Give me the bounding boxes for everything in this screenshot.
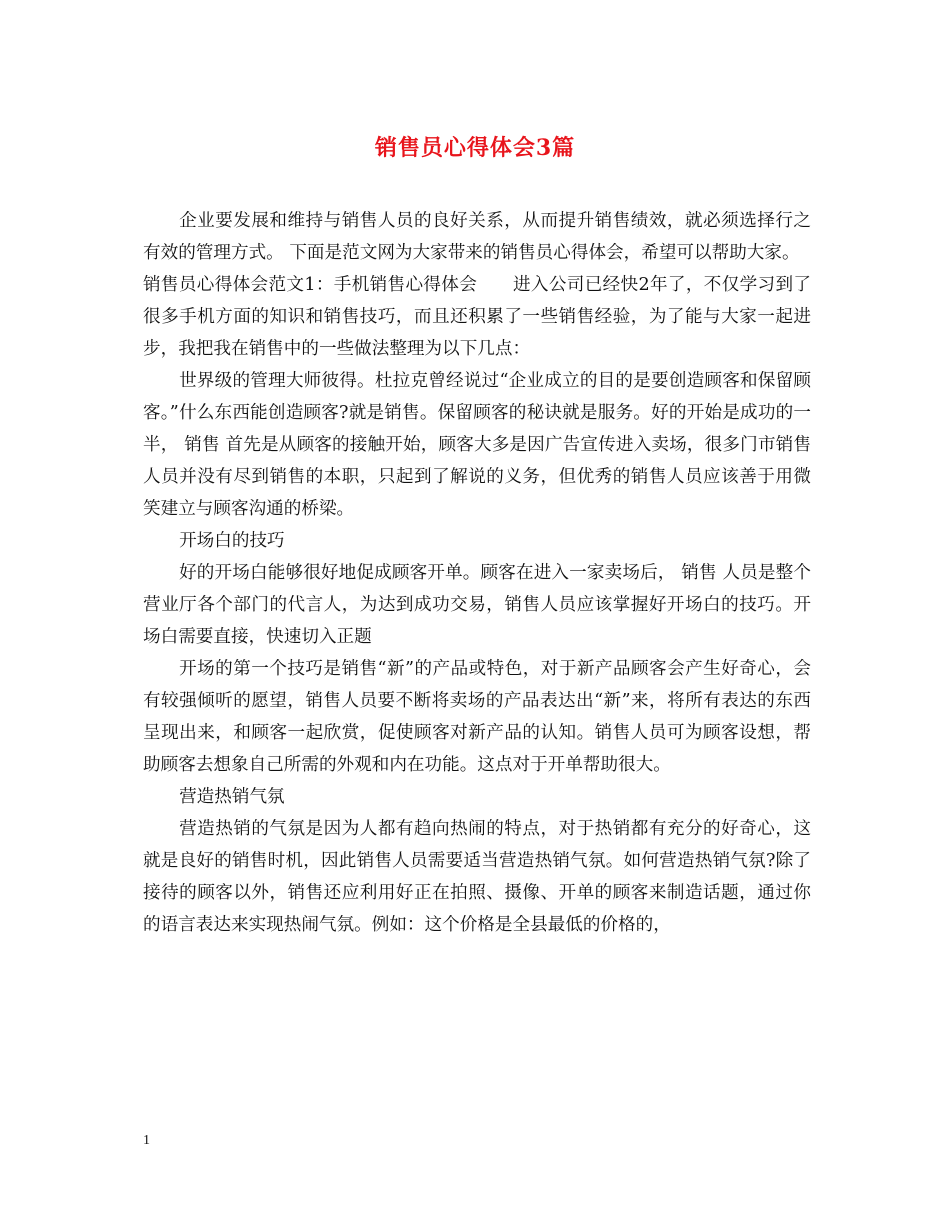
document-title: 销售员心得体会3篇 <box>374 135 576 161</box>
section-heading-opening: 开场白的技巧 <box>179 531 285 551</box>
paragraph-drucker-quote: 世界级的管理大师彼得。杜拉克曾经说过“企业成立的目的是要创造顾客和保留顾客。”什么东西能创造顾客?就是销售。保留顾客的秘诀就是服务。好的开始是成功的一半， 销售 首先是从顾客的接触开始，顾客大多是因广告宣传进入卖场，很多门市销售人员并没有尽到销售的本职，只起到了解说的义务，但优秀的销售人员应该善于用微笑建立与顾客沟通的桥梁。 <box>143 371 811 519</box>
section-heading-atmosphere: 营造热销气氛 <box>179 787 285 807</box>
paragraph-new-products: 开场的第一个技巧是销售“新”的产品或特色，对于新产品顾客会产生好奇心，会有较强倾听的愿望，销售人员要不断将卖场的产品表达出“新”来，将所有表达的东西呈现出来，和顾客一起欣赏，促使顾客对新产品的认知。销售人员可为顾客设想，帮助顾客去想象自己所需的外观和内在功能。这点对于开单帮助很大。 <box>143 659 811 775</box>
page-number: 1 <box>143 1133 150 1148</box>
paragraph-intro: 企业要发展和维持与销售人员的良好关系，从而提升销售绩效，就必须选择行之有效的管理方式。 下面是范文网为大家带来的销售员心得体会，希望可以帮助大家。 <box>143 211 811 263</box>
paragraph-opening-skills: 好的开场白能够很好地促成顾客开单。顾客在进入一家卖场后， 销售 人员是整个营业厅各个部门的代言人，为达到成功交易，销售人员应该掌握好开场白的技巧。开场白需要直接，快速切入正题 <box>143 563 811 647</box>
paragraph-atmosphere: 营造热销的气氛是因为人都有趋向热闹的特点，对于热销都有充分的好奇心，这就是良好的销售时机，因此销售人员需要适当营造热销气氛。如何营造热销气氛?除了接待的顾客以外，销售还应利用好正在拍照、摄像、开单的顾客来制造话题，通过你的语言表达来实现热闹气氛。例如：这个价格是全县最低的价格的， <box>143 819 811 935</box>
document-body <box>143 205 811 941</box>
paragraph-example-1-intro: 销售员心得体会范文1：手机销售心得体会 进入公司已经快2年了，不仅学习到了很多手机方面的知识和销售技巧，而且还积累了一些销售经验，为了能与大家一起进步，我把我在销售中的一些做法整理为以下几点： <box>143 275 811 359</box>
